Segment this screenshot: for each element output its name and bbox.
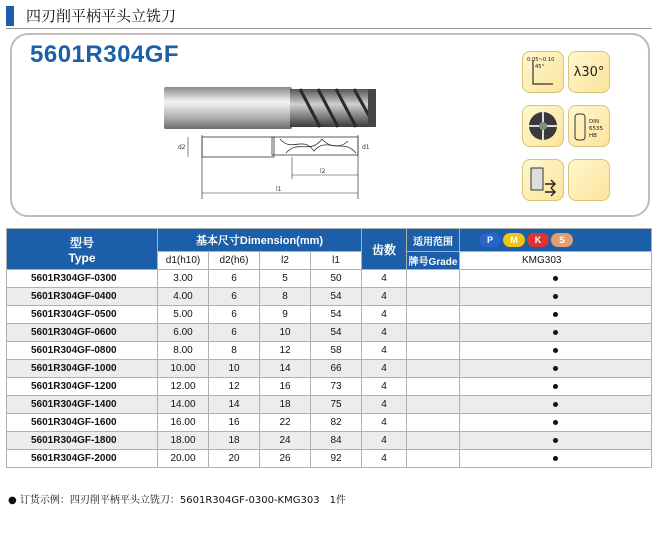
chamfer-angle: 45°	[535, 64, 545, 70]
col-teeth-header: 齿数	[362, 229, 407, 270]
table-row: 5601R304GF-0800 8.00 8 12 58 4	[7, 342, 652, 360]
table-row: 5601R304GF-0600 6.00 6 10 54 4	[7, 324, 652, 342]
availability-dot	[553, 402, 558, 407]
sub-d2: d2(h6)	[209, 252, 260, 270]
blank-icon	[568, 159, 610, 201]
spec-table	[6, 228, 652, 468]
iso-s: S	[551, 233, 573, 247]
availability-dot	[553, 312, 558, 317]
iso-m: M	[503, 233, 525, 247]
label-l2: l2	[320, 168, 326, 175]
page-title: 四刃削平柄平头立铣刀	[26, 7, 177, 25]
availability-dot	[553, 384, 558, 389]
availability-dot	[553, 366, 558, 371]
label-d2: d2	[178, 144, 186, 151]
sub-d1: d1(h10)	[158, 252, 209, 270]
table-row: 5601R304GF-0500 5.00 6 9 54 4	[7, 306, 652, 324]
col-model-label: 型号	[69, 235, 94, 250]
din-line2: 6535	[589, 126, 603, 132]
grade-header: 牌号Grade	[407, 252, 460, 270]
spec-rows	[7, 270, 652, 468]
sub-l2: l2	[260, 252, 311, 270]
label-l1: l1	[276, 186, 282, 193]
product-code: 5601R304GF	[30, 41, 180, 68]
grade-name: KMG303	[460, 252, 652, 270]
din-line1: DIN	[589, 119, 599, 125]
col-model-label-en: Type	[68, 250, 96, 265]
product-card	[10, 33, 650, 217]
availability-dot	[553, 456, 558, 461]
four-flute-icon	[522, 105, 564, 147]
header-accent-bar	[6, 6, 14, 26]
table-row: 5601R304GF-1600 16.00 16 22 82 4	[7, 414, 652, 432]
col-range-header: 适用范围	[407, 229, 460, 252]
iso-k: K	[527, 233, 549, 247]
helix-angle-icon	[568, 51, 610, 93]
availability-dot	[553, 438, 558, 443]
table-row: 5601R304GF-1000 10.00 10 14 66 4	[7, 360, 652, 378]
ramping-icon	[522, 159, 564, 201]
col-model-header	[7, 229, 158, 270]
label-d1: d1	[362, 144, 370, 151]
dimension-drawing	[172, 131, 382, 201]
chamfer-value: 0.05~0.10	[527, 57, 555, 63]
end-mill-photo	[162, 81, 382, 135]
din-line3: HB	[589, 133, 597, 139]
availability-dot	[553, 276, 558, 281]
table-row: 5601R304GF-1200 12.00 12 16 73 4	[7, 378, 652, 396]
table-row: 5601R304GF-1400 14.00 14 18 75 4	[7, 396, 652, 414]
table-row: 5601R304GF-2000 20.00 20 26 92 4	[7, 450, 652, 468]
sub-l1: l1	[311, 252, 362, 270]
availability-dot	[553, 294, 558, 299]
chamfer-icon	[522, 51, 564, 93]
header-divider	[6, 28, 652, 29]
din-shank-icon	[568, 105, 610, 147]
table-row: 5601R304GF-0300 3.00 6 5 50 4	[7, 270, 652, 288]
availability-dot	[553, 420, 558, 425]
iso-materials	[460, 229, 652, 252]
table-row: 5601R304GF-1800 18.00 18 24 84 4	[7, 432, 652, 450]
iso-p: P	[479, 233, 501, 247]
col-dims-header: 基本尺寸Dimension(mm)	[158, 229, 362, 252]
availability-dot	[553, 348, 558, 353]
helix-angle-text: λ30°	[573, 64, 605, 80]
order-example: ● 订货示例：四刃削平柄平头立铣刀：5601R304GF-0300-KMG303 1件	[8, 495, 346, 506]
table-row: 5601R304GF-0400 4.00 6 8 54 4	[7, 288, 652, 306]
availability-dot	[553, 330, 558, 335]
